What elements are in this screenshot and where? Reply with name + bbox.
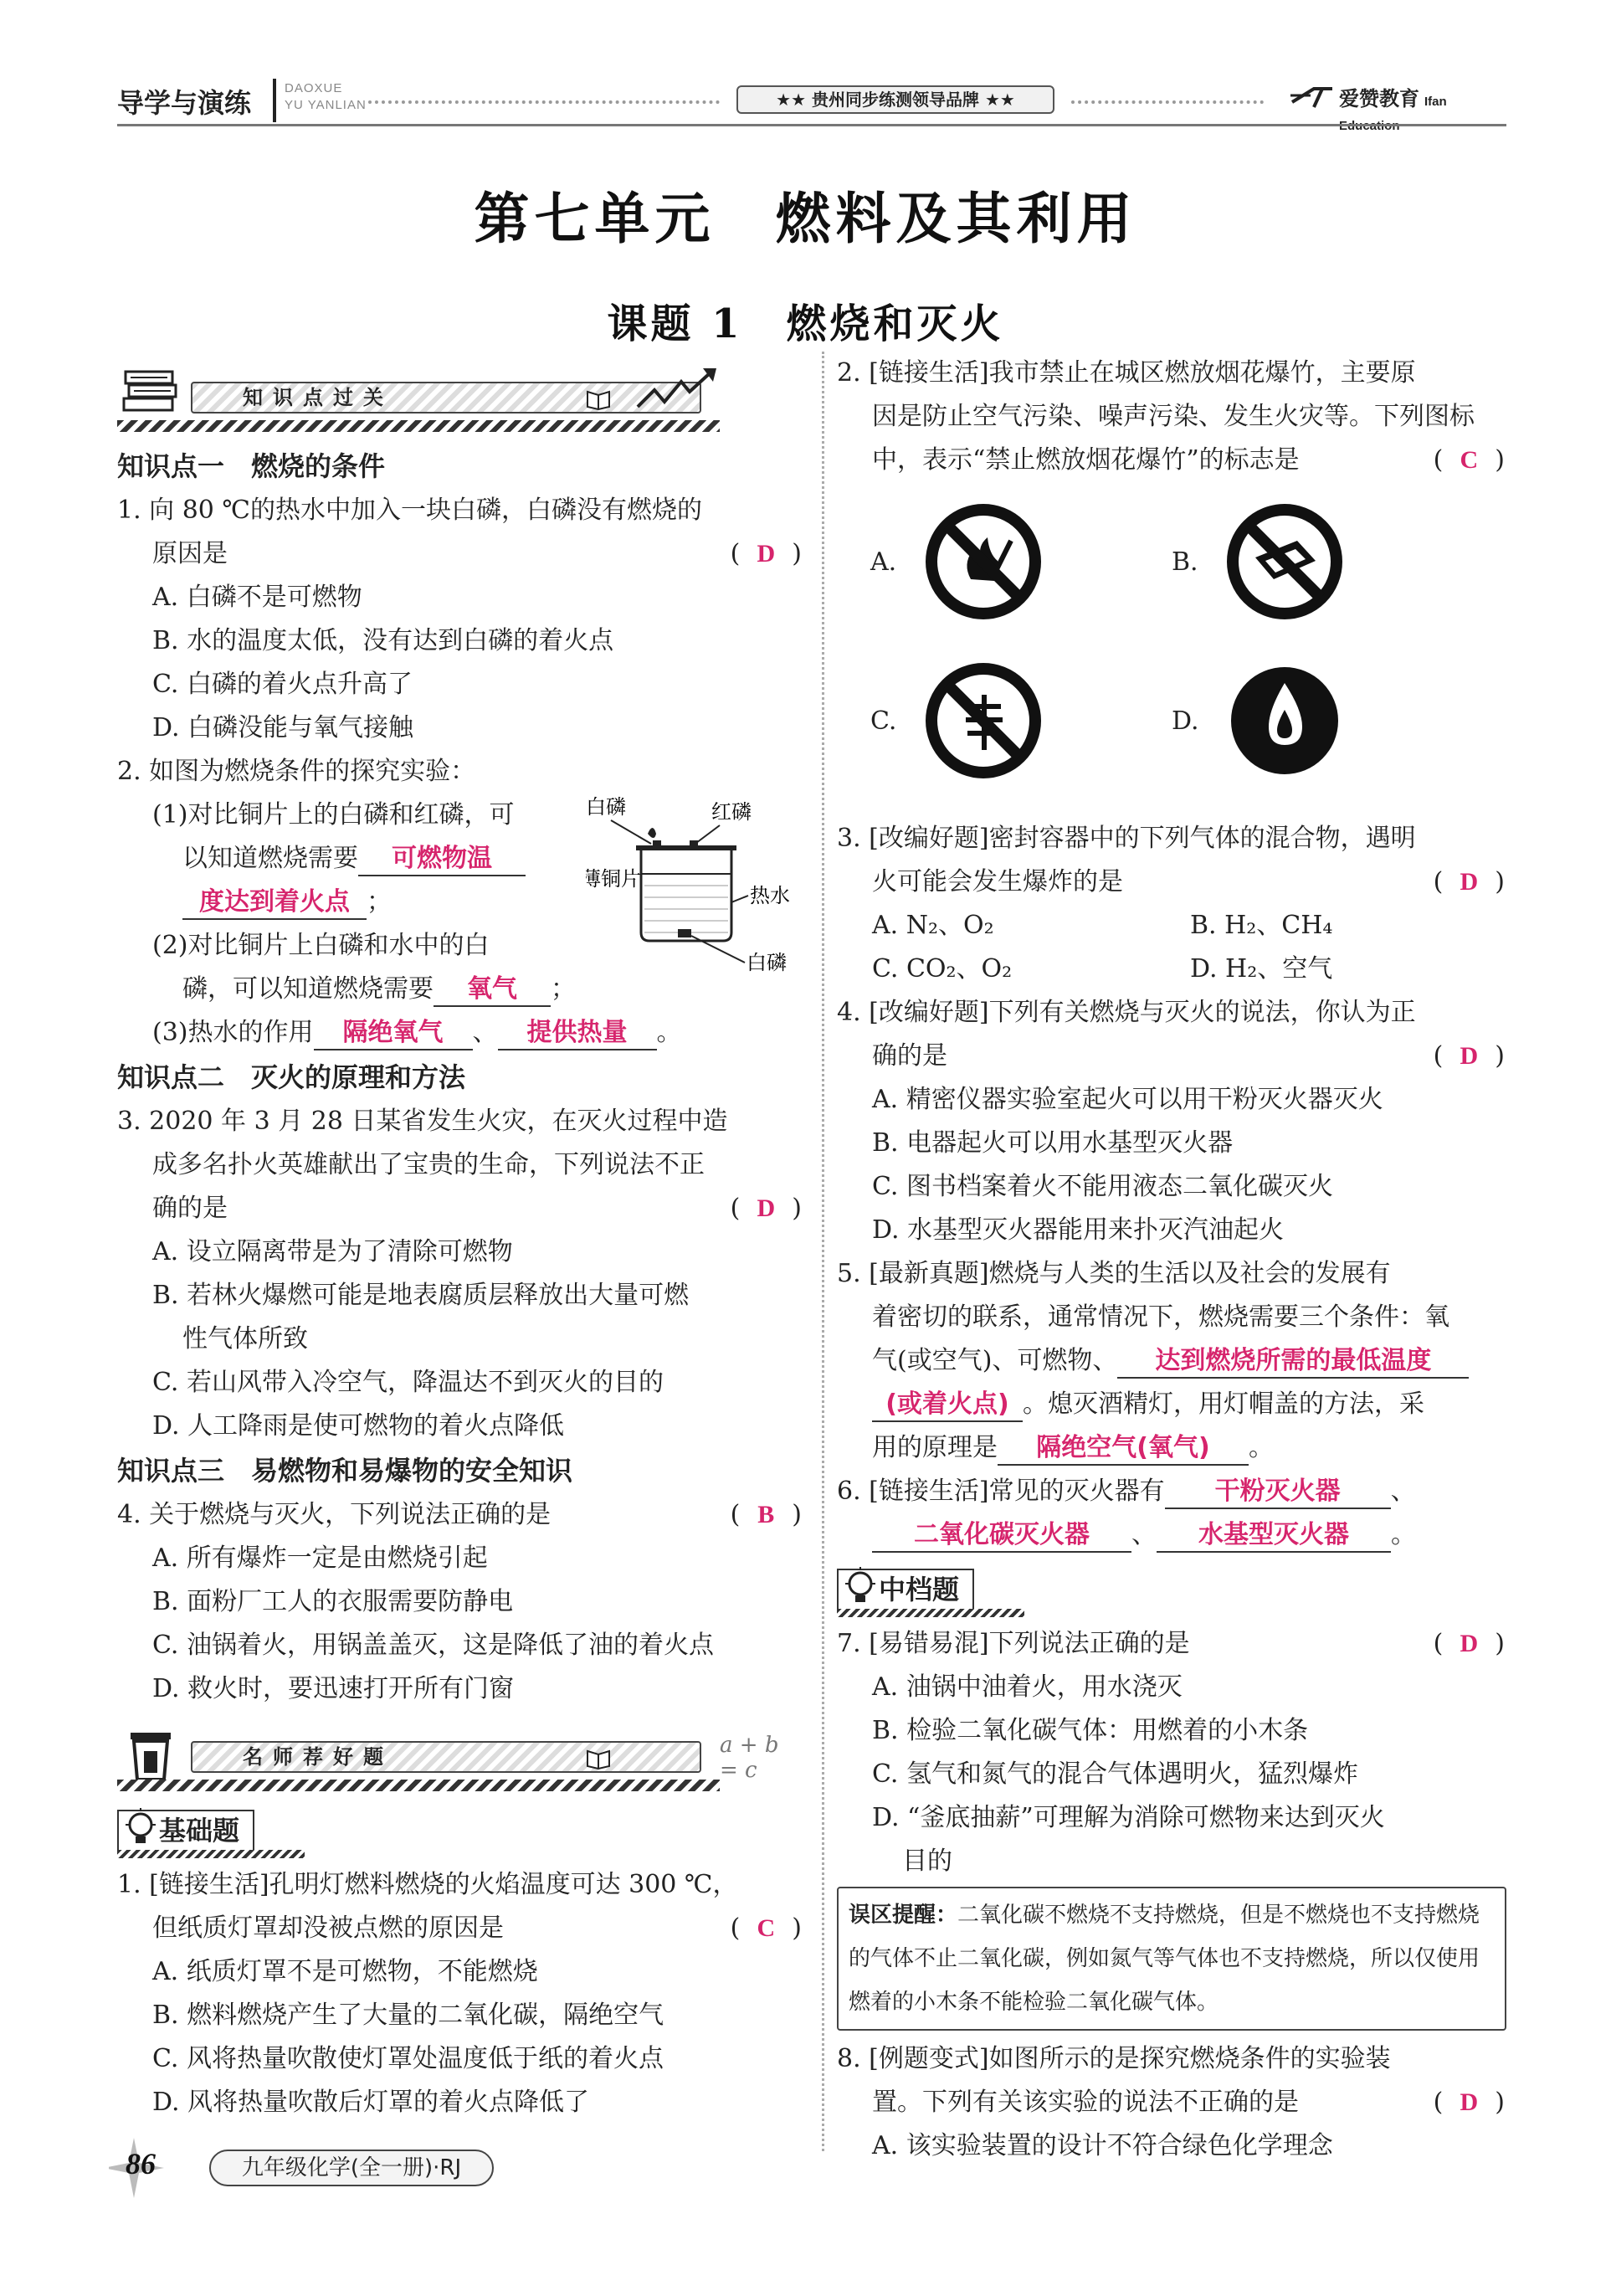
sign-d [1172,650,1423,800]
company-name [1339,82,1506,135]
r3-answer: D [1460,868,1480,896]
q4-option-b: B. 面粉厂工人的衣服需要防静电 [152,1587,514,1616]
r2-answer: C [1460,446,1480,474]
r3-options-cd [837,948,1506,991]
q2-line1: 2. 如图为燃烧条件的探究实验： [117,757,476,786]
header-slogan: ★★ 贵州同步练测领导品牌 ★★ [736,85,1054,114]
books-icon [122,365,179,424]
r7-option-c: C. 氢气和氮气的混合气体遇明火，猛烈爆炸 [872,1759,1358,1789]
section-banner-teacher [117,1719,803,1795]
q3-line2: 成多名扑火英雄献出了宝贵的生命，下列说法不正 [152,1150,705,1179]
r6-stem: 6. [链接生活]常见的灭火器有 [837,1477,1165,1506]
header-rule [117,124,1506,126]
b1-option-c: C. 风将热量吹散使灯罩处温度低于纸的着火点 [152,2044,664,2073]
column-divider [822,352,824,2151]
r7-answer: D [1460,1630,1480,1657]
q1-option-d: D. 白磷没能与氧气接触 [152,713,414,742]
no-fireworks-sign-icon [921,658,1046,783]
question-4 [117,1493,803,1711]
sign-b-label: B. [1172,547,1198,577]
q3-stem: 确的是 [152,1194,228,1223]
b1-answer: C [757,1914,777,1942]
q2-p3 [117,1011,803,1055]
r8-answer: D [1460,2088,1480,2116]
sign-c-label: C. [870,706,897,736]
q2-fill-4: 隔绝氧气 [314,1017,473,1050]
q1-option-b: B. 水的温度太低，没有达到白磷的着火点 [152,626,614,655]
book-open-icon-2 [586,1744,611,1770]
q2-fill-1: 可燃物温 [358,843,526,876]
r6-end: 。 [1391,1520,1416,1549]
r4-line1: 4. [改编好题]下列有关燃烧与灭火的说法，你认为正 [837,998,1416,1027]
q4-stem: 4. 关于燃烧与灭火，下列说法正确的是 [117,1500,552,1529]
label-white-phosphorus-2: 白磷 [746,951,787,974]
q4-answer-bracket: ( B ) [731,1493,803,1537]
r5-line3 [837,1339,1506,1383]
mid-tag-box: 中档题 [837,1569,974,1610]
left-column [117,352,803,2124]
q2-p1a: (1)对比铜片上的白磷和红磷，可 [152,800,515,830]
banner-hatch [117,420,720,432]
q3-option-b1: B. 若林火爆燃可能是地表腐质层释放出大量可燃 [152,1281,690,1310]
sign-a-label: A. [870,547,897,577]
r5-line1: 5. [最新真题]燃烧与人类的生活以及社会的发展有 [837,1259,1391,1288]
q4-option-c: C. 油锅着火，用锅盖盖灭，这是降低了油的着火点 [152,1631,714,1660]
r7-option-b: B. 检验二氧化碳气体：用燃着的小木条 [872,1716,1309,1745]
r6-line2 [837,1513,1506,1557]
no-matches-sign-icon [1222,499,1347,624]
question-r4 [837,991,1506,1252]
q3-line1: 3. 2020 年 3 月 28 日某省发生火灾，在灭火过程中造 [117,1107,728,1136]
q2-fill-2: 度达到着火点 [182,886,367,920]
knowledge-point-3: 知识点三 易燃物和易爆物的安全知识 [117,1455,573,1487]
trend-arrow-icon [636,365,720,415]
book-title: 九年级化学(全一册)·RJ [209,2150,494,2186]
r7-option-d2: 目的 [902,1847,952,1876]
b1-option-a: A. 纸质灯罩不是可燃物，不能燃烧 [152,1957,538,1986]
knowledge-point-1: 知识点一 燃烧的条件 [117,450,386,482]
label-copper-sheet: 薄铜片 [586,867,641,891]
r7-option-a: A. 油锅中油着火，用水浇灭 [872,1672,1183,1702]
r4-option-a: A. 精密仪器实验室起火可以用干粉灭火器灭火 [872,1085,1383,1114]
banner-strip [191,382,701,413]
page-footer [117,2134,1506,2201]
question-1 [117,489,803,750]
sign-a [870,491,1121,641]
brand-pinyin-1: DAOXUE [285,81,343,95]
b1-answer-bracket: ( C ) [731,1907,803,1950]
section-banner-knowledge [117,360,803,435]
r6-fill-2: 二氧化碳灭火器 [872,1519,1131,1553]
r6-sep-1: 、 [1390,1477,1416,1506]
sign-d-label: D. [1172,706,1199,736]
water-drop-sign-icon [1222,658,1347,783]
r8-line1: 8. [例题变式]如图所示的是探究燃烧条件的实验装 [837,2044,1391,2073]
q3-option-a: A. 设立隔离带是为了清除可燃物 [152,1237,513,1266]
q1-option-c: C. 白磷的着火点升高了 [152,670,413,699]
r7-answer-bracket: ( D ) [1434,1622,1506,1666]
banner-strip-2 [191,1741,701,1773]
r2-stem: 中，表示“禁止燃放烟花爆竹”的标志是 [872,445,1300,475]
r3-line1: 3. [改编好题]密封容器中的下列气体的混合物，遇明 [837,824,1416,853]
r6-fill-1: 干粉灭火器 [1165,1476,1391,1509]
r6-fill-3: 水基型灭火器 [1157,1519,1391,1553]
brand-pinyin [285,80,367,114]
sign-b [1172,491,1423,641]
label-hot-water: 热水 [750,884,790,907]
r2-line1: 2. [链接生活]我市禁止在城区燃放烟花爆竹，主要原 [837,358,1416,388]
r3-option-a: A. N₂、O₂ [872,911,994,940]
r8-option-a: A. 该实验装置的设计不符合绿色化学理念 [872,2131,1333,2160]
q2-p2b-text: 磷，可以知道燃烧需要 [182,974,434,1004]
mid-tag-hatch [837,1609,1024,1617]
q1-option-a: A. 白磷不是可燃物 [152,583,362,612]
q3-option-c: C. 若山风带入冷空气，降温达不到灭火的目的 [152,1368,664,1397]
q2-semicolon-2: ； [551,974,576,1004]
question-r3 [837,817,1506,991]
q2-p3-text: (3)热水的作用 [152,1018,314,1047]
question-3 [117,1100,803,1448]
r2-line2: 因是防止空气污染、噪声污染、发生火灾等。下列图标 [872,402,1475,431]
q1-stem: 原因是 [152,539,228,568]
r5-line4-text: 。熄灭酒精灯，用灯帽盖的方法，采 [1023,1389,1424,1419]
q3-answer-bracket: ( D ) [731,1187,803,1230]
r4-stem: 确的是 [872,1041,947,1071]
banner-title-2: 名师荐好题 [243,1745,393,1769]
page-number: 86 [126,2147,156,2180]
r3-option-c: C. CO₂、O₂ [872,954,1013,984]
q1-answer: D [757,540,777,568]
q4-line1 [117,1493,803,1537]
b1-option-b: B. 燃料燃烧产生了大量的二氧化碳，隔绝空气 [152,2001,664,2030]
r4-answer: D [1460,1042,1480,1070]
r4-option-c: C. 图书档案着火不能用液态二氧化碳灭火 [872,1172,1333,1201]
r7-option-d1: D. “釜底抽薪”可理解为消除可燃物来达到灭火 [872,1803,1385,1832]
r5-fill-2: (或着火点) [872,1389,1023,1422]
question-r6 [837,1470,1506,1557]
q3-option-d: D. 人工降雨是使可燃物的着火点降低 [152,1411,565,1441]
safety-signs [837,482,1506,817]
company-en: Ifan [1424,95,1447,109]
r8-line2 [837,2081,1506,2124]
no-fire-match-sign-icon [921,499,1046,624]
page-header [117,70,1506,129]
q2-semicolon: ； [367,887,392,917]
r5-line5-text: 用的原理是 [872,1433,998,1462]
r5-line3-text: 气(或空气)、可燃物、 [872,1346,1118,1375]
brand-pinyin-2: YU YANLIAN [285,98,367,112]
q1-line1: 1. 向 80 ℃的热水中加入一块白磷，白磷没有燃烧的 [117,496,702,525]
q4-option-a: A. 所有爆炸一定是由燃烧引起 [152,1544,488,1573]
right-column [837,352,1506,2168]
q4-answer: B [757,1501,777,1528]
combustion-experiment-figure [586,794,803,978]
r5-line4 [837,1383,1506,1426]
trash-bin-icon [122,1724,179,1783]
r2-answer-bracket: ( C ) [1434,439,1506,482]
basic-tag-hatch [117,1850,305,1858]
q2-body [117,794,803,1055]
r8-answer-bracket: ( D ) [1434,2081,1506,2124]
r5-fill-1: 达到燃烧所需的最低温度 [1117,1345,1469,1379]
company-cn: 爱赞教育 [1339,87,1419,110]
question-r2 [837,352,1506,817]
r4-option-b: B. 电器起火可以用水基型灭火器 [872,1128,1234,1158]
r3-option-b: B. H₂、CH₄ [1190,911,1333,940]
r2-line3 [837,439,1506,482]
q3-line3 [117,1187,803,1230]
lightbulb-icon [122,1806,159,1853]
r5-fill-3: 隔绝空气(氧气) [998,1432,1249,1466]
mistake-reminder-box [837,1887,1506,2031]
r5-end: 。 [1249,1433,1274,1462]
header-dots-right [1071,100,1264,104]
q2-sep: 、 [472,1018,498,1047]
q1-answer-bracket: ( D ) [731,532,803,576]
r3-stem: 火可能会发生爆炸的是 [872,867,1123,896]
r7-stem: 7. [易错易混]下列说法正确的是 [837,1629,1190,1658]
brand-title: 导学与演练 [117,87,252,119]
knowledge-point-2: 知识点二 灭火的原理和方法 [117,1061,466,1093]
star-ornament-icon [109,2134,209,2201]
label-white-phosphorus: 白磷 [586,795,626,819]
q1-line2 [117,532,803,576]
sign-c [870,650,1121,800]
question-r5 [837,1252,1506,1470]
note-head: 误区提醒： [849,1903,958,1928]
company-logo-icon [1289,84,1336,109]
header-divider [273,79,276,122]
q3-option-b2: 性气体所致 [182,1324,308,1353]
q2-fill-3: 氧气 [434,973,551,1007]
header-dots-left [368,100,720,104]
basic-question-1 [117,1863,803,2124]
r5-line2: 着密切的联系，通常情况下，燃烧需要三个条件：氧 [872,1302,1449,1332]
r7-line1 [837,1622,1506,1666]
r5-line5 [837,1426,1506,1470]
r3-option-d: D. H₂、空气 [1190,954,1333,984]
r4-line2 [837,1035,1506,1078]
r8-stem: 置。下列有关该实验的说法不正确的是 [872,2088,1299,2117]
q4-option-d: D. 救火时，要迅速打开所有门窗 [152,1674,515,1703]
lightbulb-icon-2 [842,1565,879,1612]
b1-line1: 1. [链接生活]孔明灯燃料燃烧的火焰温度可达 300 ℃， [117,1870,738,1899]
r6-line1 [837,1470,1506,1513]
r3-options-ab [837,904,1506,948]
r3-line2 [837,860,1506,904]
note-body: 二氧化碳不燃烧不支持燃烧，但是不燃烧也不支持燃烧的气体不止二氧化碳，例如氮气等气体也不支持燃烧，所以仅使用燃着的小木条不能检验二氧化碳气体。 [849,1903,1480,2015]
question-2 [117,750,803,1055]
unit-title: 第七单元 燃料及其利用 [474,186,1137,251]
b1-option-d: D. 风将热量吹散后灯罩的着火点降低了 [152,2088,590,2117]
q2-fill-5: 提供热量 [498,1017,657,1050]
r6-sep-2: 、 [1131,1520,1157,1549]
basic-tag-box: 基础题 [117,1810,254,1852]
q2-end: 。 [656,1018,682,1047]
banner-title: 知识点过关 [243,386,393,409]
r3-answer-bracket: ( D ) [1434,860,1506,904]
banner-hatch-2 [117,1780,720,1791]
label-red-phosphorus: 红磷 [711,800,752,824]
b1-stem: 但纸质灯罩却没被点燃的原因是 [152,1913,504,1943]
question-r7 [837,1622,1506,1883]
basic-tag [117,1803,803,1858]
lesson-title: 课题 1 燃烧和灭火 [607,300,1004,347]
mid-tag [837,1562,1506,1617]
q3-answer: D [757,1194,777,1222]
q2-p1b-text: 以知道燃烧需要 [182,844,358,873]
r4-option-d: D. 水基型灭火器能用来扑灭汽油起火 [872,1215,1285,1245]
q2-p2a: (2)对比铜片上白磷和水中的白 [152,931,490,960]
book-open-icon [586,385,611,410]
r4-answer-bracket: ( D ) [1434,1035,1506,1078]
b1-line2 [117,1907,803,1950]
banner-formula: a + b = c [720,1733,779,1783]
experiment-apparatus-icon [586,794,803,978]
